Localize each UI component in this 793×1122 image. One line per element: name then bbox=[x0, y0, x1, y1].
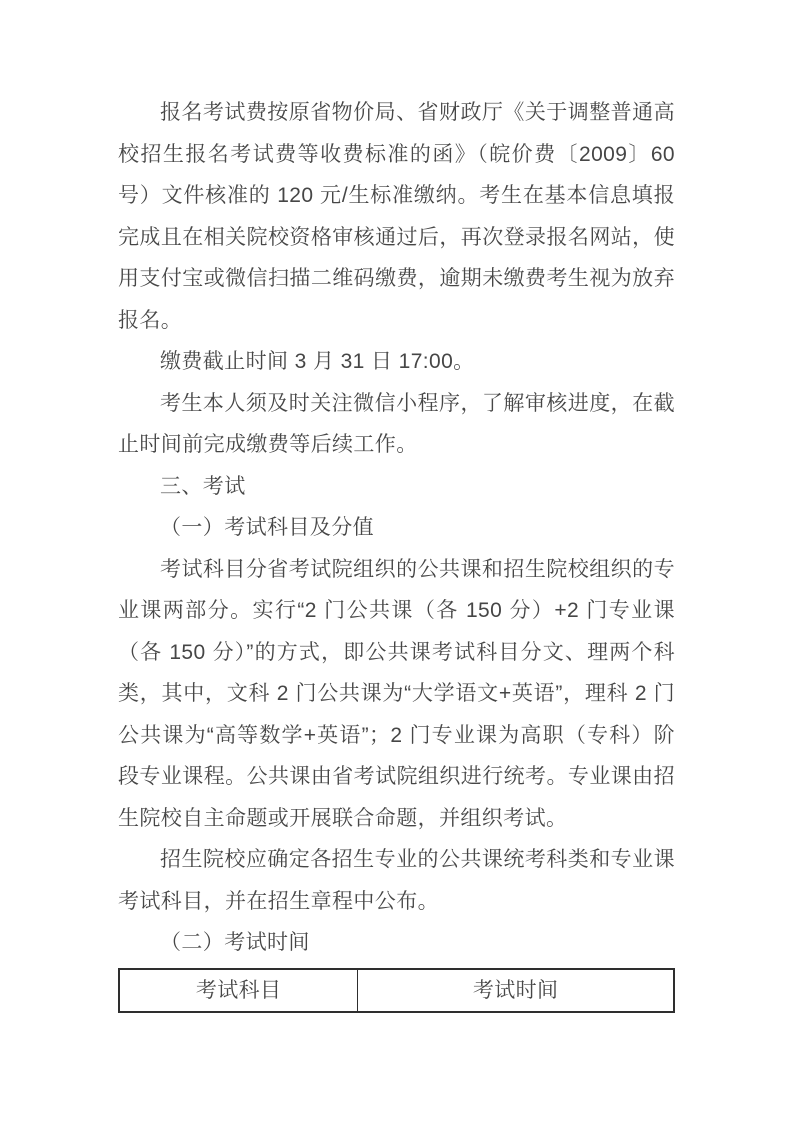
exam-schedule-table bbox=[118, 968, 675, 1014]
paragraph-exam-subjects-detail: 考试科目分省考试院组织的公共课和招生院校组织的专业课两部分。实行“2 门公共课（各 150 分）+2 门专业课（各 150 分）”的方式，即公共课考试科目分文、理两个科类，其中，文科 2 门公共课为“大学语文+英语”，理科 2 门公共课为“高等数学+英语”；2 门专业课为高职（专科）阶段专业课程。公共课由省考试院组织进行统考。专业课由招生院校自主命题或开展联合命题，并组织考试。 bbox=[118, 557, 675, 830]
paragraph-payment-deadline: 缴费截止时间 3 月 31 日 17:00。 bbox=[160, 350, 475, 373]
paragraph-wechat-notice: 考生本人须及时关注微信小程序，了解审核进度，在截止时间前完成缴费等后续工作。 bbox=[118, 391, 675, 456]
paragraph-college-announcement: 招生院校应确定各招生专业的公共课统考科类和专业课考试科目，并在招生章程中公布。 bbox=[118, 848, 675, 913]
table-header-exam-time: 考试时间 bbox=[358, 969, 674, 1013]
section-heading-exam: 三、考试 bbox=[160, 474, 246, 498]
table-header-exam-subject: 考试科目 bbox=[119, 969, 358, 1013]
paragraph-registration-fee: 报名考试费按原省物价局、省财政厅《关于调整普通高校招生报名考试费等收费标准的函》（皖价费〔2009〕60 号）文件核准的 120 元/生标准缴纳。考生在基本信息填报完成且在相关院校资格审核通过后，再次登录报名网站，使用支付宝或微信扫描二维码缴费，逾期未缴费考生视为放弃报名。 bbox=[118, 101, 675, 332]
subsection-heading-subjects-scores: （一）考试科目及分值 bbox=[160, 516, 374, 539]
text-content bbox=[118, 92, 675, 1013]
table-header-row bbox=[119, 969, 674, 1013]
subsection-heading-exam-time: （二）考试时间 bbox=[160, 931, 310, 954]
